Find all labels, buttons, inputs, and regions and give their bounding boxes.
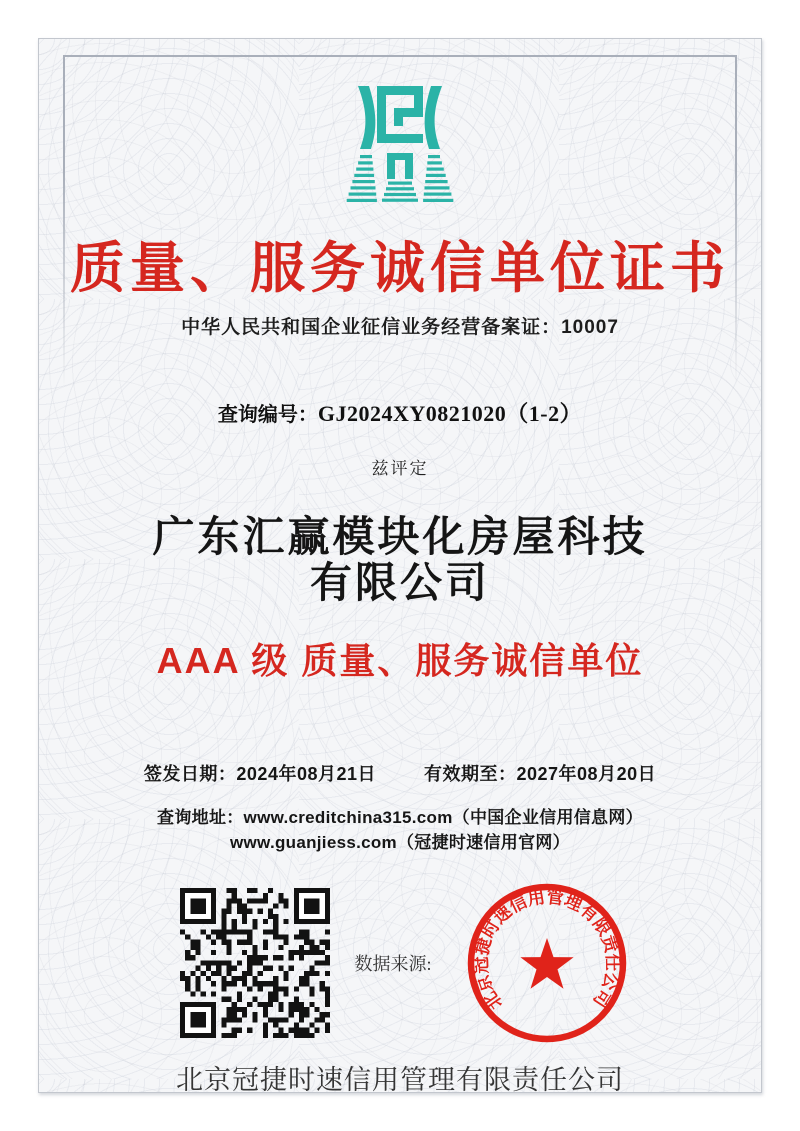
query-number-line xyxy=(39,397,761,428)
valid-until-value: 2027年08月20日 xyxy=(516,764,657,785)
valid-until xyxy=(424,760,656,786)
rating-line: AAA 级 质量、服务诚信单位 xyxy=(156,640,644,682)
query-number-label: 查询编号： xyxy=(217,404,318,426)
issue-date-value: 2024年08月21日 xyxy=(236,764,376,785)
query-address-block xyxy=(39,806,761,855)
valid-until-label: 有效期至： xyxy=(424,764,517,785)
query-address-line2: www.guanjiess.com（冠捷时速信用官网） xyxy=(230,833,570,853)
query-address-line1 xyxy=(39,806,761,831)
brand-logo xyxy=(39,75,761,215)
query-address-url1: www.creditchina315.com（中国企业信用信息网） xyxy=(243,808,643,828)
company-seal-icon xyxy=(464,880,630,1046)
gh-monogram-icon xyxy=(330,75,470,215)
hereby-text: 兹评定 xyxy=(371,459,429,478)
issue-date-label: 签发日期： xyxy=(143,764,237,785)
qr-and-stamp-row xyxy=(49,880,761,1046)
certificate-panel xyxy=(38,38,762,1093)
company-name xyxy=(39,515,761,607)
stamp-arc-text: 北京冠捷时速信用管理有限责任公司 xyxy=(470,885,623,1014)
query-address-label: 查询地址： xyxy=(157,808,244,828)
company-name-line1: 广东汇赢模块化房屋科技 xyxy=(152,515,648,561)
dates-line xyxy=(39,760,761,786)
qr-code-icon xyxy=(180,888,330,1038)
issuer-name: 北京冠捷时速信用管理有限责任公司 xyxy=(176,1064,624,1093)
company-seal-stamp xyxy=(464,880,630,1046)
issue-date xyxy=(144,760,376,786)
certificate-title: 质量、服务诚信单位证书 xyxy=(69,237,730,299)
data-source-label: 数据来源: xyxy=(354,953,432,974)
red-star-icon xyxy=(520,938,573,989)
filing-number-line: 中华人民共和国企业征信业务经营备案证：10007 xyxy=(181,317,619,338)
company-name-line2: 有限公司 xyxy=(309,561,490,608)
logo-stripes xyxy=(347,155,454,202)
query-number-value: GJ2024XY0821020（1-2） xyxy=(317,401,583,426)
